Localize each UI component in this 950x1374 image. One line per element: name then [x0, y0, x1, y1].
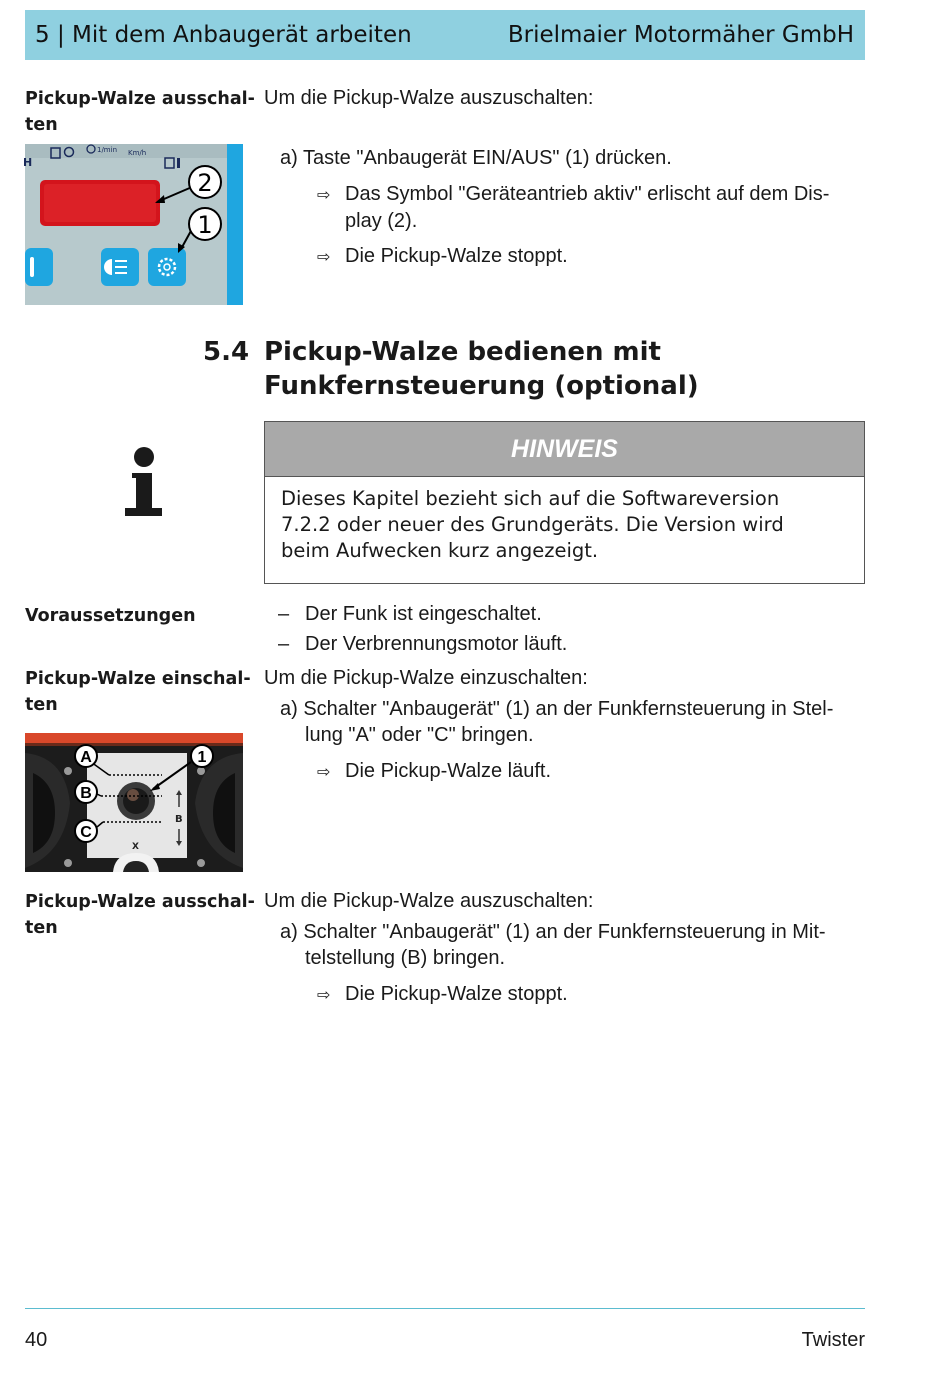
side-label-line: Pickup-Walze ausschal-: [25, 892, 255, 912]
company-name: Brielmaier Motormäher GmbH: [507, 22, 854, 48]
footer-divider: [25, 1308, 865, 1309]
notice-box: [264, 421, 865, 584]
intro-switch-on: Um die Pickup-Walze einzuschalten:: [264, 667, 588, 689]
section-number: 5.4: [203, 337, 250, 367]
result-text: play (2).: [345, 210, 418, 232]
prerequisite-item: [278, 631, 567, 657]
step-set-switch: [280, 696, 860, 748]
remote-control-image: [25, 733, 243, 872]
remote-control-figure: [25, 733, 243, 872]
product-name: Twister: [801, 1329, 865, 1351]
side-label-line: Pickup-Walze einschal-: [25, 669, 251, 689]
control-panel-figure: [25, 144, 243, 305]
svg-text:B: B: [175, 814, 183, 825]
side-label-line: ten: [25, 115, 58, 135]
info-icon: [124, 446, 164, 518]
result-symbol-off: [317, 181, 857, 234]
bullet-dash: –: [278, 603, 290, 625]
svg-text:B: B: [80, 785, 92, 802]
result-text: Das Symbol "Geräteantrieb aktiv" erlischt auf dem Dis-: [345, 183, 830, 205]
control-panel-image: [25, 144, 243, 305]
step-press-button: a) Taste "Anbaugerät EIN/AUS" (1) drücken.: [280, 147, 672, 169]
section-title: [264, 335, 699, 403]
notice-text: [265, 477, 864, 573]
svg-text:2: 2: [197, 169, 213, 197]
svg-text:1: 1: [197, 749, 207, 766]
bullet-dash: –: [278, 633, 290, 655]
section-title-line: Funkfernsteuerung (optional): [264, 371, 699, 401]
result-arrow-icon: ⇨: [317, 185, 331, 204]
notice-line: beim Aufwecken kurz angezeigt.: [281, 539, 599, 562]
svg-text:1/min: 1/min: [97, 146, 118, 154]
result-pickup-stops: [317, 243, 568, 270]
notice-line: Dieses Kapitel bezieht sich auf die Softwareversion: [281, 487, 780, 510]
prerequisite-item: [278, 601, 542, 627]
notice-heading: HINWEIS: [265, 422, 864, 477]
result-text: Die Pickup-Walze stoppt.: [345, 245, 568, 267]
result-pickup-runs: [317, 758, 551, 785]
prerequisite-text: Der Verbrennungsmotor läuft.: [305, 633, 568, 655]
side-label-line: Pickup-Walze ausschal-: [25, 89, 255, 109]
side-label-switch-off: [25, 86, 255, 138]
prerequisite-text: Der Funk ist eingeschaltet.: [305, 603, 542, 625]
result-arrow-icon: ⇨: [317, 762, 331, 781]
step-text: a) Schalter "Anbaugerät" (1) an der Funkfernsteuerung in Stel-: [280, 698, 834, 720]
side-label-line: ten: [25, 918, 58, 938]
result-arrow-icon: ⇨: [317, 985, 331, 1004]
notice-line: 7.2.2 oder neuer des Grundgeräts. Die Version wird: [281, 513, 784, 536]
svg-text:A: A: [80, 749, 92, 766]
result-text: Die Pickup-Walze läuft.: [345, 760, 551, 782]
intro-switch-off-remote: Um die Pickup-Walze auszuschalten:: [264, 890, 594, 912]
svg-text:1: 1: [197, 211, 213, 239]
step-set-middle: [280, 919, 860, 971]
result-pickup-stops-remote: [317, 981, 568, 1008]
step-text: telstellung (B) bringen.: [305, 947, 506, 969]
side-label-switch-off-remote: [25, 889, 255, 941]
result-arrow-icon: ⇨: [317, 247, 331, 266]
svg-text:X: X: [132, 842, 139, 852]
intro-switch-off: Um die Pickup-Walze auszuschalten:: [264, 87, 594, 109]
side-label-switch-on: [25, 666, 251, 718]
svg-text:H: H: [23, 156, 33, 169]
svg-text:Km/h: Km/h: [128, 149, 147, 157]
prerequisites-label: Voraussetzungen: [25, 606, 196, 626]
result-text: Die Pickup-Walze stoppt.: [345, 983, 568, 1005]
step-text: lung "A" oder "C" bringen.: [305, 724, 534, 746]
page-number: 40: [25, 1329, 48, 1351]
side-label-line: ten: [25, 695, 58, 715]
chapter-title: 5 | Mit dem Anbaugerät arbeiten: [35, 22, 412, 48]
section-title-line: Pickup-Walze bedienen mit: [264, 337, 661, 367]
page-header: [25, 10, 865, 60]
svg-text:C: C: [80, 824, 92, 841]
step-text: a) Schalter "Anbaugerät" (1) an der Funkfernsteuerung in Mit-: [280, 921, 826, 943]
